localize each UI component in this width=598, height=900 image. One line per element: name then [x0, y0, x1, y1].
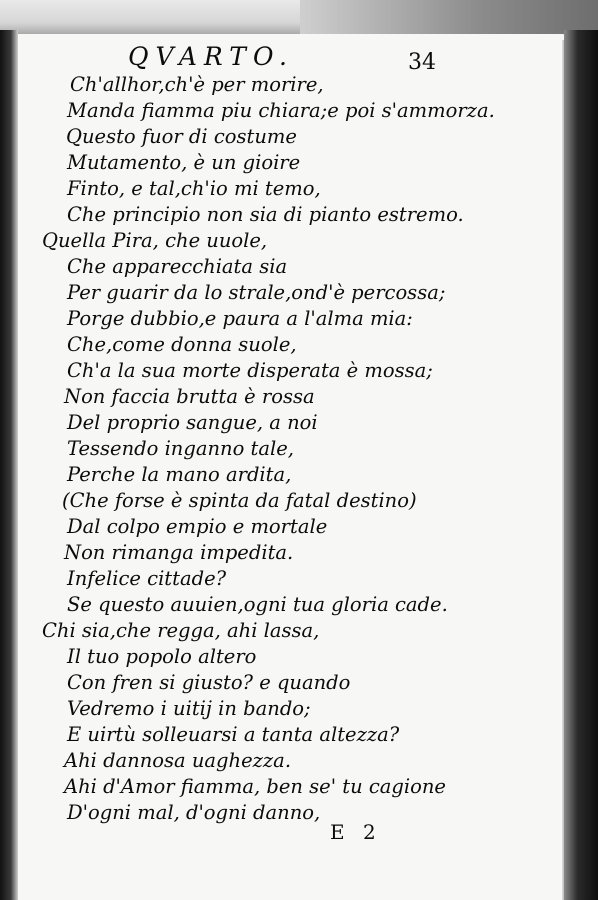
verse-line: (Che forse è spinta da fatal destino) [62, 489, 417, 512]
verse-line: Infelice cittade? [67, 567, 227, 590]
verse-line: Questo fuor di costume [66, 125, 297, 148]
verse-line: Con fren si giusto? e quando [67, 671, 351, 694]
verse-line: Del proprio sangue, a noi [67, 411, 318, 434]
verse-line: Ch'allhor,ch'è per morire, [70, 73, 324, 96]
verse-line: Che apparecchiata sia [67, 255, 288, 278]
verse-line: Che,come donna suole, [67, 333, 297, 356]
verse-line: Dal colpo empio e mortale [67, 515, 328, 538]
verse-line: Il tuo popolo altero [67, 645, 257, 668]
verse-line: Se questo auuien,ogni tua gloria cade. [67, 593, 448, 616]
verse-line: Finto, e tal,ch'io mi temo, [67, 177, 321, 200]
verse-line: Non faccia brutta è rossa [64, 385, 315, 408]
verse-line: Che principio non sia di pianto estremo. [67, 203, 464, 226]
verse-line: Vedremo i uitij in bando; [67, 697, 311, 720]
verse-line: D'ogni mal, d'ogni danno, [67, 801, 321, 824]
verse-line: Mutamento, è un gioire [67, 151, 301, 174]
verse-line: Manda fiamma piu chiara;e poi s'ammorza. [67, 99, 495, 122]
verse-line: Ch'a la sua morte disperata è mossa; [67, 359, 433, 382]
page-number: 34 [408, 50, 436, 75]
verse-line: Quella Pira, che uuole, [42, 229, 268, 252]
background-shadow [300, 0, 598, 34]
verse-line: Chi sia,che regga, ahi lassa, [42, 619, 320, 642]
verse-line: Tessendo inganno tale, [67, 437, 294, 460]
verse-line: E uirtù solleuarsi a tanta altezza? [67, 723, 400, 746]
verse-line: Ahi d'Amor fiamma, ben se' tu cagione [64, 775, 446, 798]
running-head: QVARTO. [128, 42, 294, 71]
verse-line: Perche la mano ardita, [67, 463, 292, 486]
verse-line: Ahi dannosa uaghezza. [64, 749, 292, 772]
verse-line: Non rimanga impedita. [64, 541, 294, 564]
gutter-shadow [564, 30, 598, 900]
signature-mark: E 2 [330, 820, 382, 844]
binding-shadow [0, 30, 18, 900]
verse-line: Porge dubbio,e paura a l'alma mia: [67, 307, 413, 330]
verse-line: Per guarir da lo strale,ond'è percossa; [67, 281, 446, 304]
